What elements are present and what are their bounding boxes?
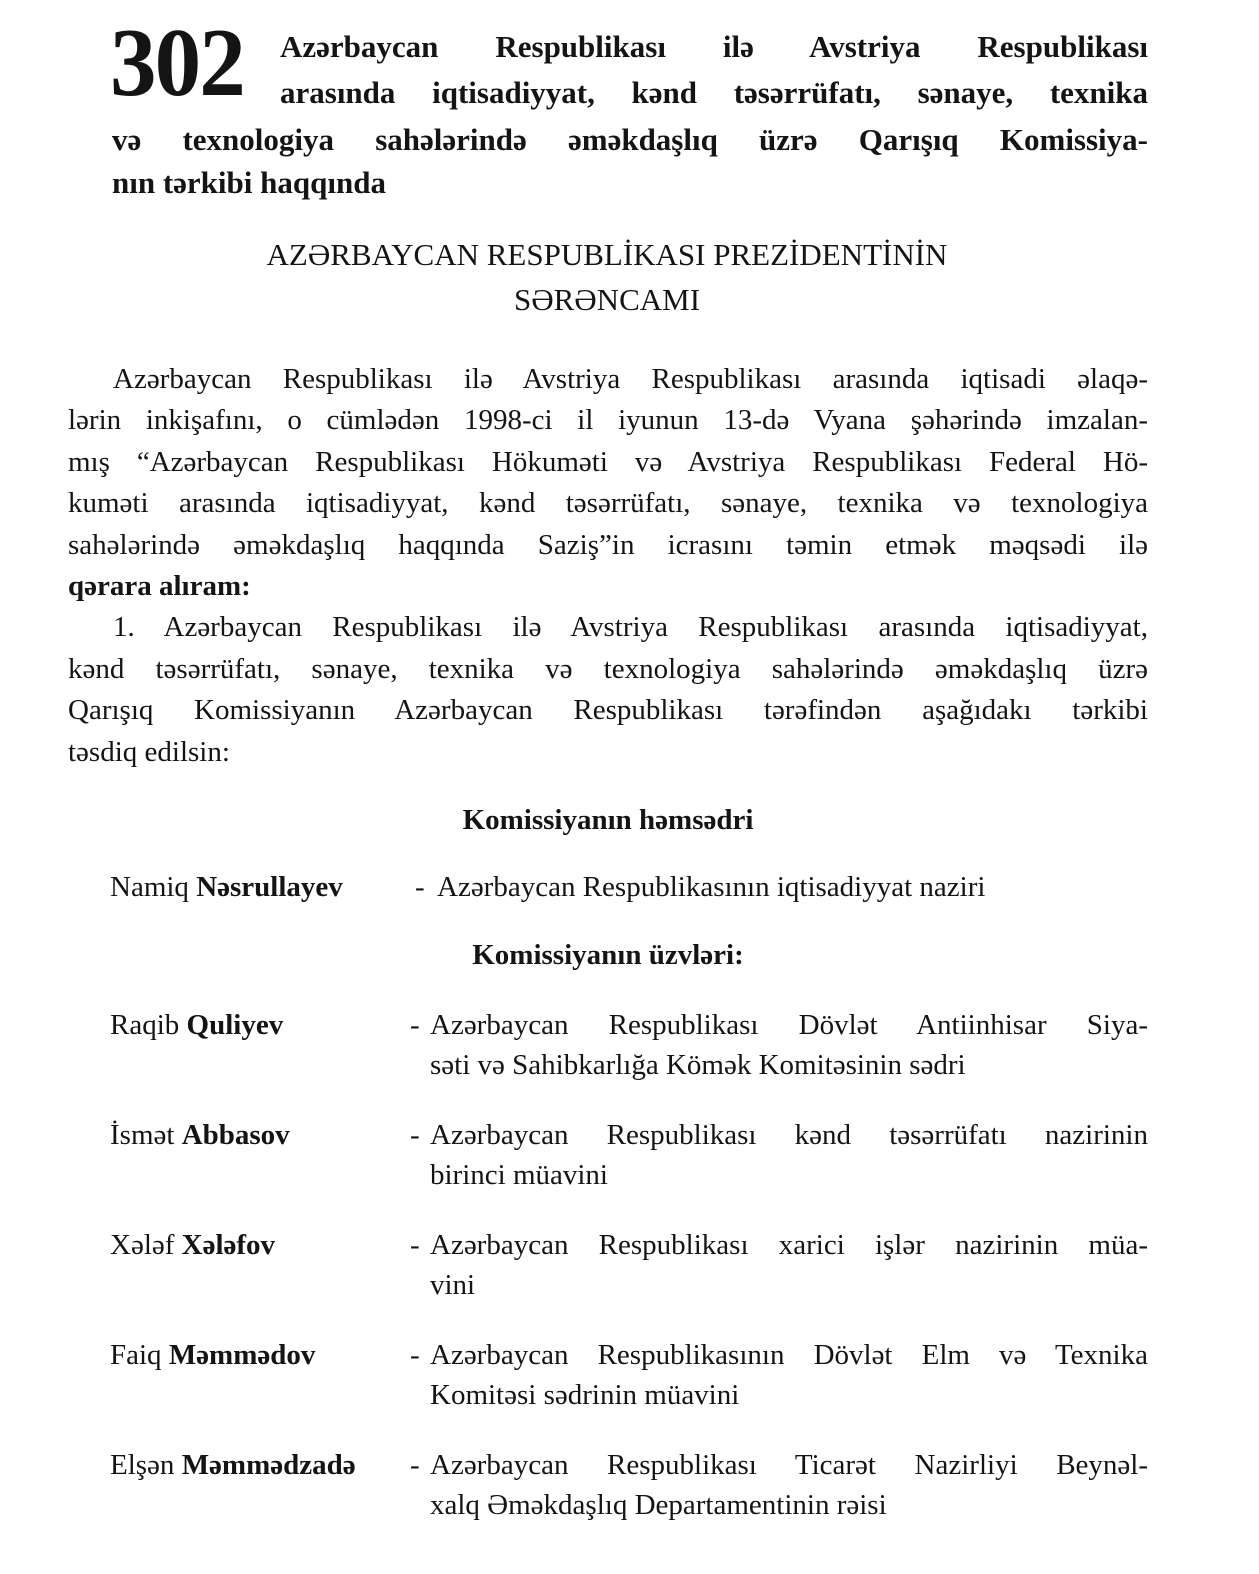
decree-heading: AZƏRBAYCAN RESPUBLİKASI PREZİDENTİNİN xyxy=(266,237,948,272)
dash: - xyxy=(410,1229,420,1261)
title-line: nın tərkibi haqqında xyxy=(112,165,386,200)
position xyxy=(430,1225,1148,1305)
position-line: Azərbaycan Respublikası Ticarət Nazirliyi Beynəl- xyxy=(430,1449,1148,1481)
last-name: Abbasov xyxy=(181,1119,290,1151)
position-line: Komitəsi sədrinin müavini xyxy=(430,1379,740,1411)
dash: - xyxy=(410,1119,420,1151)
last-name: Xələfov xyxy=(181,1229,276,1261)
cochair-heading: Komissiyanın həmsədri xyxy=(462,804,754,836)
person-name xyxy=(110,1335,315,1375)
body-line: Qarışıq Komissiyanın Azərbaycan Respublikası tərəfindən aşağıdakı tərkibi xyxy=(68,694,1148,727)
title-line: və texnologiya sahələrində əməkdaşlıq üzrə Qarışıq Komissiya- xyxy=(112,122,1148,157)
dash: - xyxy=(410,1339,420,1371)
first-name: Xələf xyxy=(110,1229,175,1261)
decree-heading: SƏRƏNCAMI xyxy=(513,282,701,317)
dash: - xyxy=(415,871,425,903)
body-line: kənd təsərrüfatı, sənaye, texnika və texnologiya sahələrində əməkdaşlıq üzrə xyxy=(68,652,1148,685)
last-name: Nəsrullayev xyxy=(196,871,343,903)
last-name: Məmmədzadə xyxy=(181,1449,356,1481)
body-line: mış “Azərbaycan Respublikası Hökuməti və Avstriya Respublikası Federal Hö- xyxy=(68,445,1148,478)
position-line: səti və Sahibkarlığa Kömək Komitəsinin sədri xyxy=(430,1049,966,1081)
body-line: 1. Azərbaycan Respublikası ilə Avstriya Respublikası arasında iqtisadiyyat, xyxy=(113,611,1148,644)
members-heading: Komissiyanın üzvləri: xyxy=(472,939,744,971)
person-name xyxy=(110,1445,356,1485)
first-name: İsmət xyxy=(110,1119,175,1151)
position-line: xalq Əməkdaşlıq Departamentinin rəisi xyxy=(430,1489,887,1521)
body-line: Azərbaycan Respublikası ilə Avstriya Respublikası arasında iqtisadi əlaqə- xyxy=(113,363,1148,395)
position-line: vini xyxy=(430,1269,476,1301)
decree-number: 302 xyxy=(110,9,244,117)
title-line: arasında iqtisadiyyat, kənd təsərrüfatı, sənaye, texnika xyxy=(280,75,1148,110)
person-name xyxy=(110,867,343,907)
position-line: Azərbaycan Respublikası Dövlət Antiinhisar Siya- xyxy=(430,1009,1148,1041)
position xyxy=(430,1005,1148,1085)
first-name: Elşən xyxy=(110,1449,175,1481)
position-line: Azərbaycan Respublikası xarici işlər nazirinin müa- xyxy=(430,1229,1148,1261)
first-name: Namiq xyxy=(110,871,189,903)
position xyxy=(430,1115,1148,1195)
last-name: Quliyev xyxy=(186,1009,284,1041)
dash: - xyxy=(410,1449,420,1481)
body-line: kuməti arasında iqtisadiyyat, kənd təsərrüfatı, sənaye, texnika və texnologiya xyxy=(68,487,1148,520)
person-name xyxy=(110,1115,290,1155)
body-line: qərara alıram: xyxy=(68,570,251,602)
dash: - xyxy=(410,1009,420,1041)
position-line: Azərbaycan Respublikasının Dövlət Elm və Texnika xyxy=(430,1339,1148,1371)
position xyxy=(430,1335,1148,1415)
last-name: Məmmədov xyxy=(168,1339,316,1371)
first-name: Raqib xyxy=(110,1009,180,1041)
person-name xyxy=(110,1225,275,1265)
position-line: Azərbaycan Respublikası kənd təsərrüfatı nazirinin xyxy=(430,1119,1148,1151)
first-name: Faiq xyxy=(110,1339,162,1371)
body-line: sahələrində əməkdaşlıq haqqında Saziş”in icrasını təmin etmək məqsədi ilə xyxy=(68,528,1148,561)
title-line: Azərbaycan Respublikası ilə Avstriya Respublikası xyxy=(280,29,1148,64)
position xyxy=(430,1445,1148,1525)
body-line: lərin inkişafını, o cümlədən 1998-ci il iyunun 13-də Vyana şəhərində imzalan- xyxy=(68,404,1148,437)
body-line: təsdiq edilsin: xyxy=(68,735,230,768)
position: Azərbaycan Respublikasının iqtisadiyyat naziri xyxy=(437,871,986,903)
person-name xyxy=(110,1005,283,1045)
position-line: birinci müavini xyxy=(430,1159,608,1191)
